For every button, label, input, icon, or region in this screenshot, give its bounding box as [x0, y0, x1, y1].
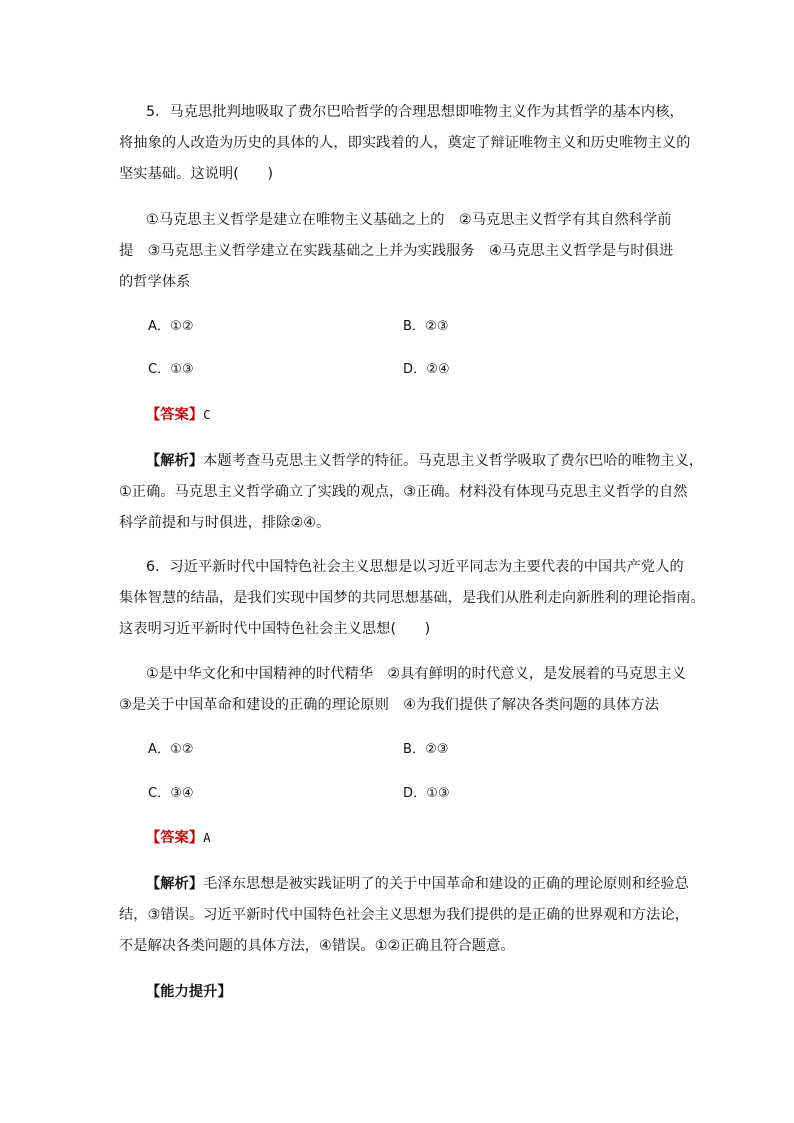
q5-stem-line-1: 5．马克思批判地吸取了费尔巴哈哲学的合理思想即唯物主义作为其哲学的基本内核，	[146, 104, 684, 120]
q6-analysis-line-3: 不是解决各类问题的具体方法，④错误。①②正确且符合题意。	[119, 938, 515, 954]
q5-statements-line-2: 提 ③马克思主义哲学建立在实践基础之上并为实践服务 ④马克思主义哲学是与时俱进	[119, 243, 674, 259]
q5-analysis-line-1	[146, 451, 703, 471]
answer-value: C	[203, 407, 211, 422]
section-heading: 【能力提升】	[146, 984, 232, 1000]
analysis-tag: 【解析】	[146, 876, 204, 892]
q5-statements-line-1: ①马克思主义哲学是建立在唯物主义基础之上的 ②马克思主义哲学有其自然科学前	[146, 212, 672, 228]
analysis-text: 毛泽东思想是被实践证明了的关于中国革命和建设的正确的理论原则和经验总	[203, 876, 689, 892]
q5-stem-line-2: 将抽象的人改造为历史的具体的人，即实践着的人，奠定了辩证唯物主义和历史唯物主义的	[119, 135, 691, 151]
q5-statements-line-3: 的哲学体系	[119, 274, 191, 290]
q5-option-c: C．①③	[148, 362, 194, 377]
q6-option-b: B．②③	[403, 742, 449, 757]
q6-statements-line-2: ③是关于中国革命和建设的正确的理论原则 ④为我们提供了解决各类问题的具体方法	[119, 697, 659, 713]
q6-analysis-line-1	[146, 874, 689, 894]
answer-tag: 【答案】	[146, 407, 204, 423]
q5-analysis-line-2: ①正确。马克思主义哲学确立了实践的观点，③正确。材料没有体现马克思主义哲学的自然	[119, 484, 688, 500]
q5-stem-line-3: 坚实基础。这说明( )	[119, 166, 274, 182]
q5-option-d: D．②④	[403, 362, 450, 377]
answer-value: A	[203, 830, 211, 845]
q6-stem-line-2: 集体智慧的结晶，是我们实现中国梦的共同思想基础，是我们从胜利走向新胜利的理论指南。	[119, 590, 705, 606]
q5-analysis-line-3: 科学前提和与时俱进，排除②④。	[119, 515, 331, 531]
q6-option-c: C．③④	[148, 786, 194, 801]
q5-answer	[146, 405, 211, 425]
analysis-tag: 【解析】	[146, 453, 204, 469]
q6-stem-line-1: 6．习近平新时代中国特色社会主义思想是以习近平同志为主要代表的中国共产党人的	[146, 559, 684, 575]
q6-option-d: D．①③	[403, 786, 450, 801]
q6-stem-line-3: 这表明习近平新时代中国特色社会主义思想( )	[119, 621, 431, 637]
q6-answer	[146, 828, 211, 848]
answer-tag: 【答案】	[146, 830, 204, 846]
q6-analysis-line-2: 结，③错误。习近平新时代中国特色社会主义思想为我们提供的是正确的世界观和方法论，	[119, 907, 690, 923]
analysis-text: 本题考查马克思主义哲学的特征。马克思主义哲学吸取了费尔巴哈的唯物主义，	[203, 453, 704, 469]
q6-statements-line-1: ①是中华文化和中国精神的时代精华 ②具有鲜明的时代意义，是发展着的马克思主义	[146, 666, 686, 682]
q5-option-b: B．②③	[403, 319, 449, 334]
q6-option-a: A．①②	[148, 742, 194, 757]
q5-option-a: A．①②	[148, 319, 194, 334]
